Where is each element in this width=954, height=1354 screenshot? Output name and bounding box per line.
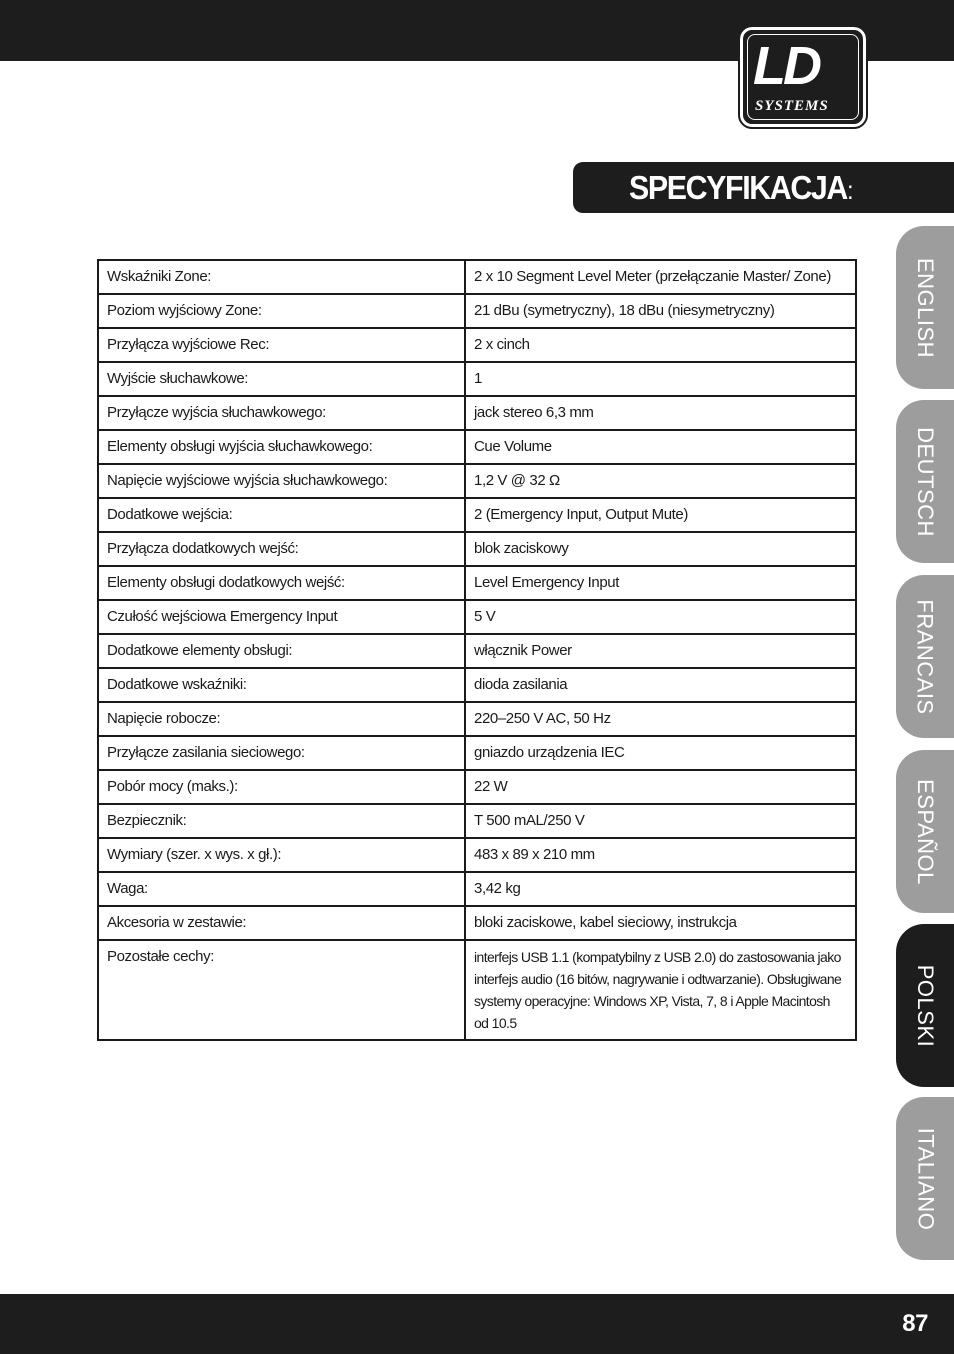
spec-value: jack stereo 6,3 mm [465, 396, 856, 430]
spec-value: 5 V [465, 600, 856, 634]
table-row [98, 328, 856, 362]
spec-value: interfejs USB 1.1 (kompatybilny z USB 2.0) do zastosowania jako interfejs audio (16 bitów, nagrywanie i odtwarzanie). Obsługiwane systemy operacyjne: Windows XP, Vista, 7, 8 i Apple Macintosh od 10.5 [465, 940, 856, 1040]
lang-tab-label: POLSKI [913, 964, 939, 1047]
spec-value: blok zaciskowy [465, 532, 856, 566]
spec-value: 2 x cinch [465, 328, 856, 362]
ld-systems-logo [740, 27, 866, 127]
spec-value: bloki zaciskowe, kabel sieciowy, instrukcja [465, 906, 856, 940]
table-row [98, 804, 856, 838]
spec-label: Poziom wyjściowy Zone: [98, 294, 465, 328]
table-row [98, 736, 856, 770]
lang-tab-italiano[interactable] [896, 1097, 954, 1260]
spec-label: Akcesoria w zestawie: [98, 906, 465, 940]
spec-value: 483 x 89 x 210 mm [465, 838, 856, 872]
table-row [98, 634, 856, 668]
spec-label: Wyjście słuchawkowe: [98, 362, 465, 396]
table-row [98, 396, 856, 430]
bottom-bar [0, 1294, 954, 1354]
table-row [98, 600, 856, 634]
page-number: 87 [902, 1310, 928, 1337]
lang-tab-english[interactable] [896, 226, 954, 389]
logo-ld-text: LD [753, 36, 819, 96]
spec-label: Dodatkowe wskaźniki: [98, 668, 465, 702]
table-row [98, 464, 856, 498]
table-row [98, 906, 856, 940]
spec-label: Przyłącza dodatkowych wejść: [98, 532, 465, 566]
spec-value: gniazdo urządzenia IEC [465, 736, 856, 770]
table-row [98, 770, 856, 804]
spec-value: 1 [465, 362, 856, 396]
spec-value: 21 dBu (symetryczny), 18 dBu (niesymetryczny) [465, 294, 856, 328]
spec-value: włącznik Power [465, 634, 856, 668]
spec-label: Napięcie robocze: [98, 702, 465, 736]
spec-label: Przyłącze wyjścia słuchawkowego: [98, 396, 465, 430]
table-row [98, 566, 856, 600]
logo-systems-text: SYSTEMS [755, 98, 829, 114]
title-banner [573, 162, 954, 213]
lang-tab-label: ITALIANO [913, 1127, 938, 1230]
lang-tab-polski[interactable] [896, 924, 954, 1087]
spec-value: Cue Volume [465, 430, 856, 464]
table-row [98, 872, 856, 906]
spec-label: Przyłącza wyjściowe Rec: [98, 328, 465, 362]
lang-tab-label: FRANCAIS [913, 598, 938, 715]
table-row [98, 838, 856, 872]
spec-value: 220–250 V AC, 50 Hz [465, 702, 856, 736]
page-title-text: SPECYFIKACJA [629, 169, 847, 206]
table-row [98, 430, 856, 464]
spec-label: Dodatkowe wejścia: [98, 498, 465, 532]
spec-value: dioda zasilania [465, 668, 856, 702]
spec-label: Przyłącze zasilania sieciowego: [98, 736, 465, 770]
spec-label: Waga: [98, 872, 465, 906]
spec-value: 22 W [465, 770, 856, 804]
table-row [98, 294, 856, 328]
specification-table [97, 259, 857, 1041]
spec-label: Elementy obsługi wyjścia słuchawkowego: [98, 430, 465, 464]
spec-value: Level Emergency Input [465, 566, 856, 600]
spec-label: Pozostałe cechy: [98, 940, 465, 1040]
table-row [98, 362, 856, 396]
spec-label: Elementy obsługi dodatkowych wejść: [98, 566, 465, 600]
page-title [629, 168, 854, 210]
spec-value: T 500 mAL/250 V [465, 804, 856, 838]
spec-label: Wymiary (szer. x wys. x gł.): [98, 838, 465, 872]
table-row [98, 532, 856, 566]
lang-tab-deutsch[interactable] [896, 400, 954, 563]
lang-tab-francais[interactable] [896, 575, 954, 738]
lang-tab-label: DEUTSCH [913, 426, 938, 537]
table-row [98, 940, 856, 1040]
lang-tab-label: ESPAÑOL [913, 778, 938, 885]
page-title-colon: : [846, 175, 854, 205]
spec-label: Pobór mocy (maks.): [98, 770, 465, 804]
lang-tab-label: ENGLISH [913, 257, 938, 358]
table-row [98, 498, 856, 532]
table-row [98, 702, 856, 736]
spec-label: Bezpiecznik: [98, 804, 465, 838]
spec-value: 1,2 V @ 32 Ω [465, 464, 856, 498]
spec-label: Wskaźniki Zone: [98, 260, 465, 294]
spec-value: 2 x 10 Segment Level Meter (przełączanie Master/ Zone) [465, 260, 856, 294]
spec-value: 3,42 kg [465, 872, 856, 906]
spec-label: Dodatkowe elementy obsługi: [98, 634, 465, 668]
spec-value: 2 (Emergency Input, Output Mute) [465, 498, 856, 532]
spec-label: Czułość wejściowa Emergency Input [98, 600, 465, 634]
lang-tab-espanol[interactable] [896, 750, 954, 913]
spec-label: Napięcie wyjściowe wyjścia słuchawkowego: [98, 464, 465, 498]
table-row [98, 260, 856, 294]
table-row [98, 668, 856, 702]
